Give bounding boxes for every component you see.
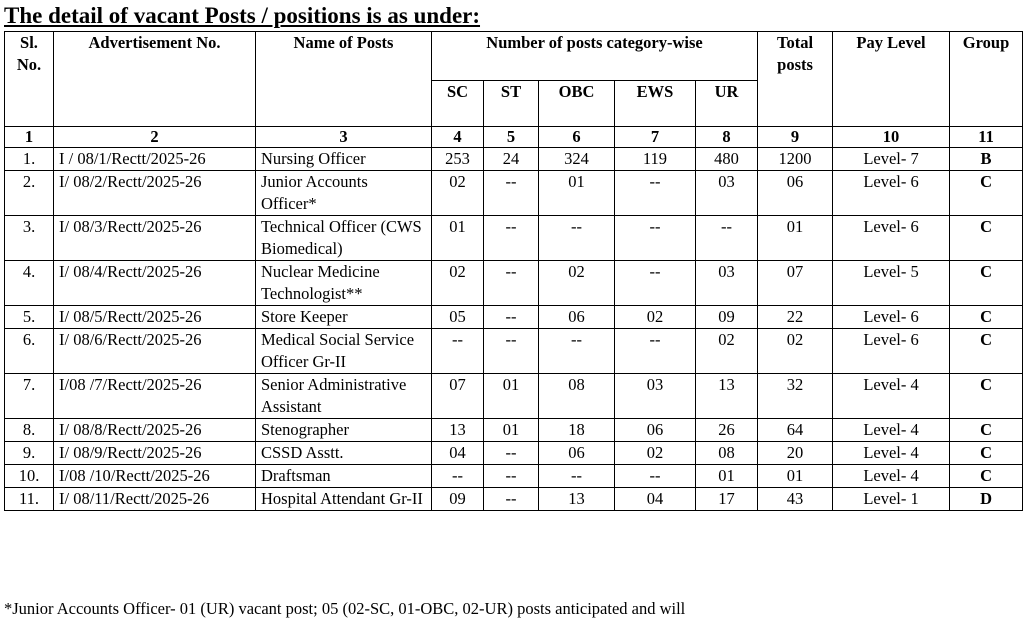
cell-post-name: Technical Officer (CWS Biomedical) — [256, 216, 432, 261]
column-number: 5 — [484, 127, 539, 148]
cell-group: C — [950, 465, 1023, 488]
cell-pay-level: Level- 4 — [833, 465, 950, 488]
table-row — [5, 148, 1023, 171]
cell-advertisement-no: I/ 08/11/Rectt/2025-26 — [54, 488, 256, 511]
column-number: 4 — [432, 127, 484, 148]
table-row — [5, 171, 1023, 216]
cell-total: 32 — [758, 374, 833, 419]
cell-sl-no: 1. — [5, 148, 54, 171]
cell-post-name: Nuclear Medicine Technologist** — [256, 261, 432, 306]
header-ews: EWS — [615, 80, 696, 126]
header-sc: SC — [432, 80, 484, 126]
cell-ur: 480 — [696, 148, 758, 171]
header-advertisement-no: Advertisement No. — [54, 32, 256, 127]
cell-group: C — [950, 171, 1023, 216]
cell-ur: -- — [696, 216, 758, 261]
column-number: 11 — [950, 127, 1023, 148]
cell-group: C — [950, 306, 1023, 329]
cell-ur: 03 — [696, 171, 758, 216]
cell-post-name: Senior Administrative Assistant — [256, 374, 432, 419]
table-row — [5, 442, 1023, 465]
table-row — [5, 306, 1023, 329]
cell-sl-no: 8. — [5, 419, 54, 442]
cell-group: C — [950, 216, 1023, 261]
table-row — [5, 465, 1023, 488]
cell-ews: 119 — [615, 148, 696, 171]
cell-sl-no: 11. — [5, 488, 54, 511]
cell-obc: 324 — [539, 148, 615, 171]
cell-obc: 13 — [539, 488, 615, 511]
cell-advertisement-no: I/ 08/5/Rectt/2025-26 — [54, 306, 256, 329]
table-row — [5, 488, 1023, 511]
cell-obc: 06 — [539, 442, 615, 465]
cell-ur: 03 — [696, 261, 758, 306]
cell-sl-no: 7. — [5, 374, 54, 419]
cell-ur: 17 — [696, 488, 758, 511]
cell-post-name: Junior Accounts Officer* — [256, 171, 432, 216]
column-number: 6 — [539, 127, 615, 148]
cell-pay-level: Level- 6 — [833, 216, 950, 261]
cell-total: 01 — [758, 216, 833, 261]
cell-advertisement-no: I/ 08/3/Rectt/2025-26 — [54, 216, 256, 261]
cell-pay-level: Level- 6 — [833, 306, 950, 329]
table-row — [5, 419, 1023, 442]
cell-st: -- — [484, 488, 539, 511]
cell-ews: -- — [615, 216, 696, 261]
cell-sc: 13 — [432, 419, 484, 442]
cell-ews: -- — [615, 261, 696, 306]
cell-pay-level: Level- 5 — [833, 261, 950, 306]
table-row — [5, 261, 1023, 306]
cell-st: -- — [484, 216, 539, 261]
cell-st: -- — [484, 465, 539, 488]
cell-total: 07 — [758, 261, 833, 306]
cell-sc: 253 — [432, 148, 484, 171]
cell-post-name: Store Keeper — [256, 306, 432, 329]
column-number: 7 — [615, 127, 696, 148]
cell-obc: 01 — [539, 171, 615, 216]
cell-group: B — [950, 148, 1023, 171]
cell-pay-level: Level- 6 — [833, 171, 950, 216]
cell-sl-no: 4. — [5, 261, 54, 306]
header-row — [5, 32, 1023, 81]
cell-pay-level: Level- 4 — [833, 374, 950, 419]
column-number: 2 — [54, 127, 256, 148]
cell-sc: 01 — [432, 216, 484, 261]
cell-post-name: Nursing Officer — [256, 148, 432, 171]
header-ur: UR — [696, 80, 758, 126]
cell-ews: 02 — [615, 442, 696, 465]
cell-post-name: Draftsman — [256, 465, 432, 488]
cell-sc: 05 — [432, 306, 484, 329]
cell-st: -- — [484, 329, 539, 374]
header-st: ST — [484, 80, 539, 126]
cell-advertisement-no: I/ 08/8/Rectt/2025-26 — [54, 419, 256, 442]
cell-st: 01 — [484, 374, 539, 419]
cell-group: C — [950, 442, 1023, 465]
cell-advertisement-no: I/08 /10/Rectt/2025-26 — [54, 465, 256, 488]
cell-total: 22 — [758, 306, 833, 329]
cell-sl-no: 5. — [5, 306, 54, 329]
cell-advertisement-no: I/ 08/2/Rectt/2025-26 — [54, 171, 256, 216]
cell-ews: -- — [615, 465, 696, 488]
cell-ur: 13 — [696, 374, 758, 419]
cell-st: -- — [484, 442, 539, 465]
table-row — [5, 216, 1023, 261]
cell-total: 20 — [758, 442, 833, 465]
column-number: 1 — [5, 127, 54, 148]
cell-group: C — [950, 419, 1023, 442]
cell-obc: -- — [539, 216, 615, 261]
cell-ur: 01 — [696, 465, 758, 488]
header-pay-level: Pay Level — [833, 32, 950, 127]
cell-total: 43 — [758, 488, 833, 511]
cell-ur: 26 — [696, 419, 758, 442]
column-number-row — [5, 127, 1023, 148]
cell-sc: 07 — [432, 374, 484, 419]
column-number: 3 — [256, 127, 432, 148]
cell-st: -- — [484, 261, 539, 306]
cell-total: 01 — [758, 465, 833, 488]
vacancy-table — [4, 31, 1023, 511]
table-row — [5, 374, 1023, 419]
cell-pay-level: Level- 4 — [833, 442, 950, 465]
cell-obc: 02 — [539, 261, 615, 306]
cell-st: -- — [484, 306, 539, 329]
cell-total: 1200 — [758, 148, 833, 171]
cell-post-name: Stenographer — [256, 419, 432, 442]
header-total-posts: Total posts — [758, 32, 833, 127]
column-number: 10 — [833, 127, 950, 148]
cell-group: C — [950, 329, 1023, 374]
cell-ur: 09 — [696, 306, 758, 329]
cell-post-name: CSSD Asstt. — [256, 442, 432, 465]
cell-ews: 03 — [615, 374, 696, 419]
cell-sl-no: 9. — [5, 442, 54, 465]
cell-sl-no: 10. — [5, 465, 54, 488]
cell-ur: 08 — [696, 442, 758, 465]
cell-advertisement-no: I/ 08/4/Rectt/2025-26 — [54, 261, 256, 306]
column-number: 9 — [758, 127, 833, 148]
cell-obc: 18 — [539, 419, 615, 442]
cell-group: C — [950, 261, 1023, 306]
cell-advertisement-no: I/ 08/9/Rectt/2025-26 — [54, 442, 256, 465]
header-group: Group — [950, 32, 1023, 127]
column-number: 8 — [696, 127, 758, 148]
cell-advertisement-no: I/ 08/6/Rectt/2025-26 — [54, 329, 256, 374]
header-obc: OBC — [539, 80, 615, 126]
cell-ews: -- — [615, 171, 696, 216]
cell-group: C — [950, 374, 1023, 419]
cell-sc: 02 — [432, 171, 484, 216]
cell-st: 01 — [484, 419, 539, 442]
header-category-wise: Number of posts category-wise — [432, 32, 758, 81]
cell-ews: 02 — [615, 306, 696, 329]
cell-sc: 04 — [432, 442, 484, 465]
table-row — [5, 329, 1023, 374]
cell-ews: 06 — [615, 419, 696, 442]
cell-pay-level: Level- 4 — [833, 419, 950, 442]
cell-total: 06 — [758, 171, 833, 216]
cell-ur: 02 — [696, 329, 758, 374]
cell-obc: -- — [539, 329, 615, 374]
cell-pay-level: Level- 7 — [833, 148, 950, 171]
cell-group: D — [950, 488, 1023, 511]
cell-sl-no: 2. — [5, 171, 54, 216]
cell-pay-level: Level- 1 — [833, 488, 950, 511]
header-sl-no: Sl. No. — [5, 32, 54, 127]
cell-advertisement-no: I/08 /7/Rectt/2025-26 — [54, 374, 256, 419]
cell-total: 02 — [758, 329, 833, 374]
cell-st: 24 — [484, 148, 539, 171]
cell-total: 64 — [758, 419, 833, 442]
footnote: *Junior Accounts Officer- 01 (UR) vacant post; 05 (02-SC, 01-OBC, 02-UR) posts anticipated and will — [4, 599, 686, 618]
header-name-of-posts: Name of Posts — [256, 32, 432, 127]
cell-sc: 02 — [432, 261, 484, 306]
cell-sc: -- — [432, 329, 484, 374]
cell-pay-level: Level- 6 — [833, 329, 950, 374]
cell-post-name: Medical Social Service Officer Gr-II — [256, 329, 432, 374]
cell-ews: -- — [615, 329, 696, 374]
cell-st: -- — [484, 171, 539, 216]
cell-ews: 04 — [615, 488, 696, 511]
cell-advertisement-no: I / 08/1/Rectt/2025-26 — [54, 148, 256, 171]
cell-obc: 06 — [539, 306, 615, 329]
cell-sl-no: 3. — [5, 216, 54, 261]
cell-sl-no: 6. — [5, 329, 54, 374]
page-heading: The detail of vacant Posts / positions is as under: — [4, 3, 481, 28]
cell-sc: 09 — [432, 488, 484, 511]
cell-post-name: Hospital Attendant Gr-II — [256, 488, 432, 511]
cell-sc: -- — [432, 465, 484, 488]
cell-obc: 08 — [539, 374, 615, 419]
cell-obc: -- — [539, 465, 615, 488]
